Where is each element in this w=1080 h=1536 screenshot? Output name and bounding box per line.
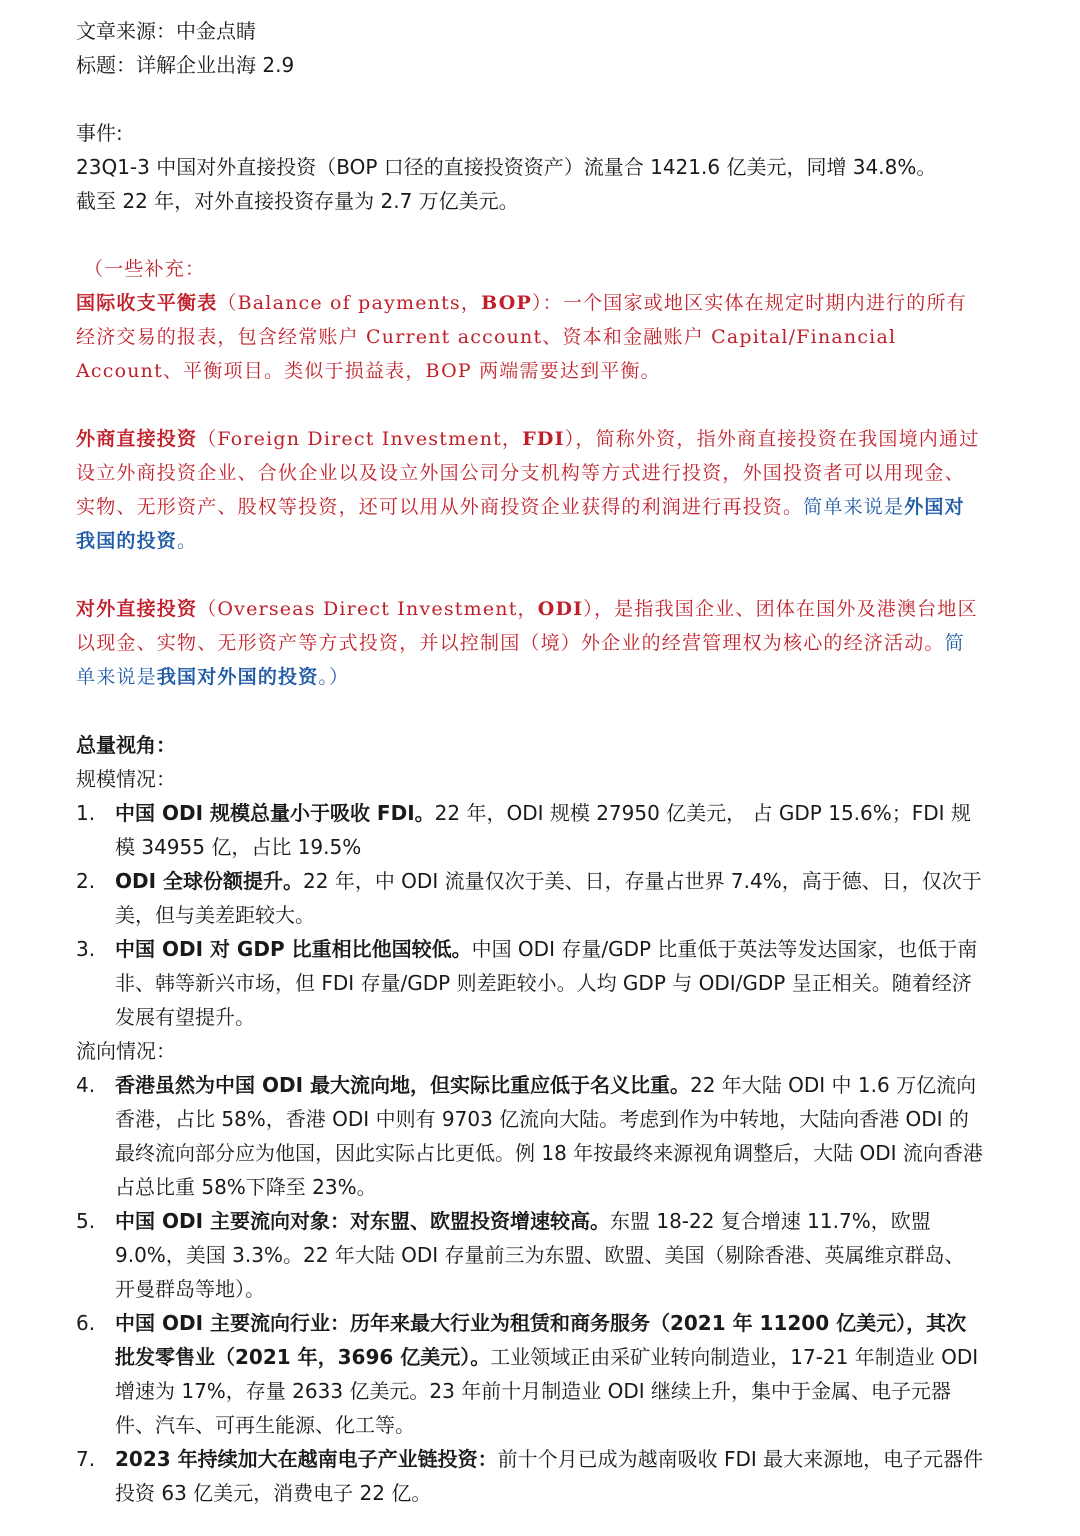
item-bold: ODI 全球份额提升。 <box>115 869 304 893</box>
item-bold: 中国 ODI 主要流向行业：历年来最大行业为租赁和商务服务（2021 年 11200 亿美元），其次批发零售业（2021 年，3696 亿美元）。 <box>115 1311 967 1369</box>
item-number: 7. <box>76 1447 96 1471</box>
spacer <box>76 694 984 728</box>
item-bold: 中国 ODI 对 GDP 比重相比他国较低。 <box>115 937 472 961</box>
item-bold: 中国 ODI 规模总量小于吸收 FDI。 <box>115 801 435 825</box>
list-item <box>76 1204 984 1306</box>
note-bop-term: 国际收支平衡表 <box>76 292 218 314</box>
item-text: 22 年，ODI 规模 27950 亿美元， 占 GDP 15.6%；FDI 规模 34955 亿，占比 19.5% <box>115 801 971 859</box>
note-fdi-paren: （Foreign Direct Investment， <box>197 428 523 450</box>
item-text: 22 年，中 ODI 流量仅次于美、日，存量占世界 7.4%，高于德、日，仅次于美，但与美差距较大。 <box>115 869 982 927</box>
note-bop-body: ）：一个国家或地区实体在规定时期内进行的所有经济交易的报表，包含经常账户 Current account、资本和金融账户 Capital/Financial Account、平衡项目。类似于损益表，BOP 两端需要达到平衡。 <box>76 292 967 382</box>
note-fdi-abbr: FDI <box>522 428 565 450</box>
note-bop <box>76 286 984 388</box>
spacer <box>76 218 984 252</box>
note-odi <box>76 592 984 694</box>
event-label: 事件: <box>76 121 123 145</box>
item-bold: 香港虽然为中国 ODI 最大流向地，但实际比重应低于名义比重。 <box>115 1073 690 1097</box>
item-number: 2. <box>76 869 96 893</box>
event-line-1: 23Q1-3 中国对外直接投资（BOP 口径的直接投资资产）流量合 1421.6 亿美元，同增 34.8%。 <box>76 155 937 179</box>
list-item <box>76 1442 984 1510</box>
section-title: 总量视角： <box>76 733 176 757</box>
note-odi-simple-bold: 我国对外国的投资 <box>156 666 319 688</box>
note-fdi-body: ），简称外资，指外商直接投资在我国境内通过设立外商投资企业、合伙企业以及设立外国公司分支机构等方式进行投资，外国投资者可以用现金、实物、无形资产、股权等投资，还可以用从外商投资企业获得的利润进行再投资。 <box>76 428 980 518</box>
spacer <box>76 388 984 422</box>
note-bop-abbr: BOP <box>481 292 532 314</box>
list-item <box>76 1306 984 1442</box>
note-fdi-term: 外商直接投资 <box>76 428 198 450</box>
item-number: 6. <box>76 1311 96 1335</box>
item-number: 1. <box>76 801 96 825</box>
flow-label: 流向情况： <box>76 1039 176 1063</box>
item-text: 中国 ODI 存量/GDP 比重低于英法等发达国家，也低于南非、韩等新兴市场，但 FDI 存量/GDP 则差距较小。人均 GDP 与 ODI/GDP 呈正相关。随着经济发展有望提升。 <box>115 937 978 1029</box>
item-number: 4. <box>76 1073 96 1097</box>
note-odi-term: 对外直接投资 <box>76 598 198 620</box>
item-text: 工业领域正由采矿业转向制造业，17-21 年制造业 ODI 增速为 17%，存量 2633 亿美元。23 年前十月制造业 ODI 继续上升，集中于金属、电子元器件、汽车、可再生能源、化工等。 <box>115 1345 979 1437</box>
event-line-2: 截至 22 年，对外直接投资存量为 2.7 万亿美元。 <box>76 189 519 213</box>
list-item <box>76 796 984 864</box>
item-text: 前十个月已成为越南吸收 FDI 最大来源地，电子元器件投资 63 亿美元，消费电子 22 亿。 <box>115 1447 984 1505</box>
item-bold: 中国 ODI 主要流向对象：对东盟、欧盟投资增速较高。 <box>115 1209 610 1233</box>
item-bold: 2023 年持续加大在越南电子产业链投资： <box>115 1447 498 1471</box>
note-fdi-simple-bold: 外国对我国的投资 <box>76 496 965 552</box>
note-odi-simple-prefix: 简单来说是 <box>76 632 965 688</box>
item-number: 5. <box>76 1209 96 1233</box>
flow-list <box>76 1068 984 1510</box>
note-fdi <box>76 422 984 558</box>
note-odi-abbr: ODI <box>537 598 584 620</box>
notes-intro: （一些补充： <box>84 258 206 280</box>
note-fdi-simple-end: 。 <box>177 530 198 552</box>
item-text: 东盟 18-22 复合增速 11.7%，欧盟 9.0%，美国 3.3%。22 年大陆 ODI 存量前三为东盟、欧盟、美国（剔除香港、英属维京群岛、开曼群岛等地）。 <box>115 1209 965 1301</box>
title-line: 标题：详解企业出海 2.9 <box>76 53 295 77</box>
scale-label: 规模情况： <box>76 767 176 791</box>
scale-list <box>76 796 984 1034</box>
note-odi-body: ），是指我国企业、团体在国外及港澳台地区以现金、实物、无形资产等方式投资，并以控制国（境）外企业的经营管理权为核心的经济活动。 <box>76 598 978 654</box>
note-odi-simple-end: 。） <box>318 666 350 688</box>
spacer <box>76 558 984 592</box>
source-line: 文章来源：中金点睛 <box>76 19 256 43</box>
note-odi-paren: （Overseas Direct Investment， <box>197 598 538 620</box>
note-bop-paren: （Balance of payments， <box>217 292 482 314</box>
list-item <box>76 864 984 932</box>
list-item <box>76 1068 984 1204</box>
item-text: 22 年大陆 ODI 中 1.6 万亿流向香港，占比 58%，香港 ODI 中则有 9703 亿流向大陆。考虑到作为中转地，大陆向香港 ODI 的最终流向部分应为他国，因此实际占比更低。例 18 年按最终来源视角调整后，大陆 ODI 流向香港占总比重 58%下降至 23%。 <box>115 1073 983 1199</box>
item-number: 3. <box>76 937 96 961</box>
list-item <box>76 932 984 1034</box>
note-fdi-simple-prefix: 简单来说是 <box>803 496 905 518</box>
spacer <box>76 82 984 116</box>
